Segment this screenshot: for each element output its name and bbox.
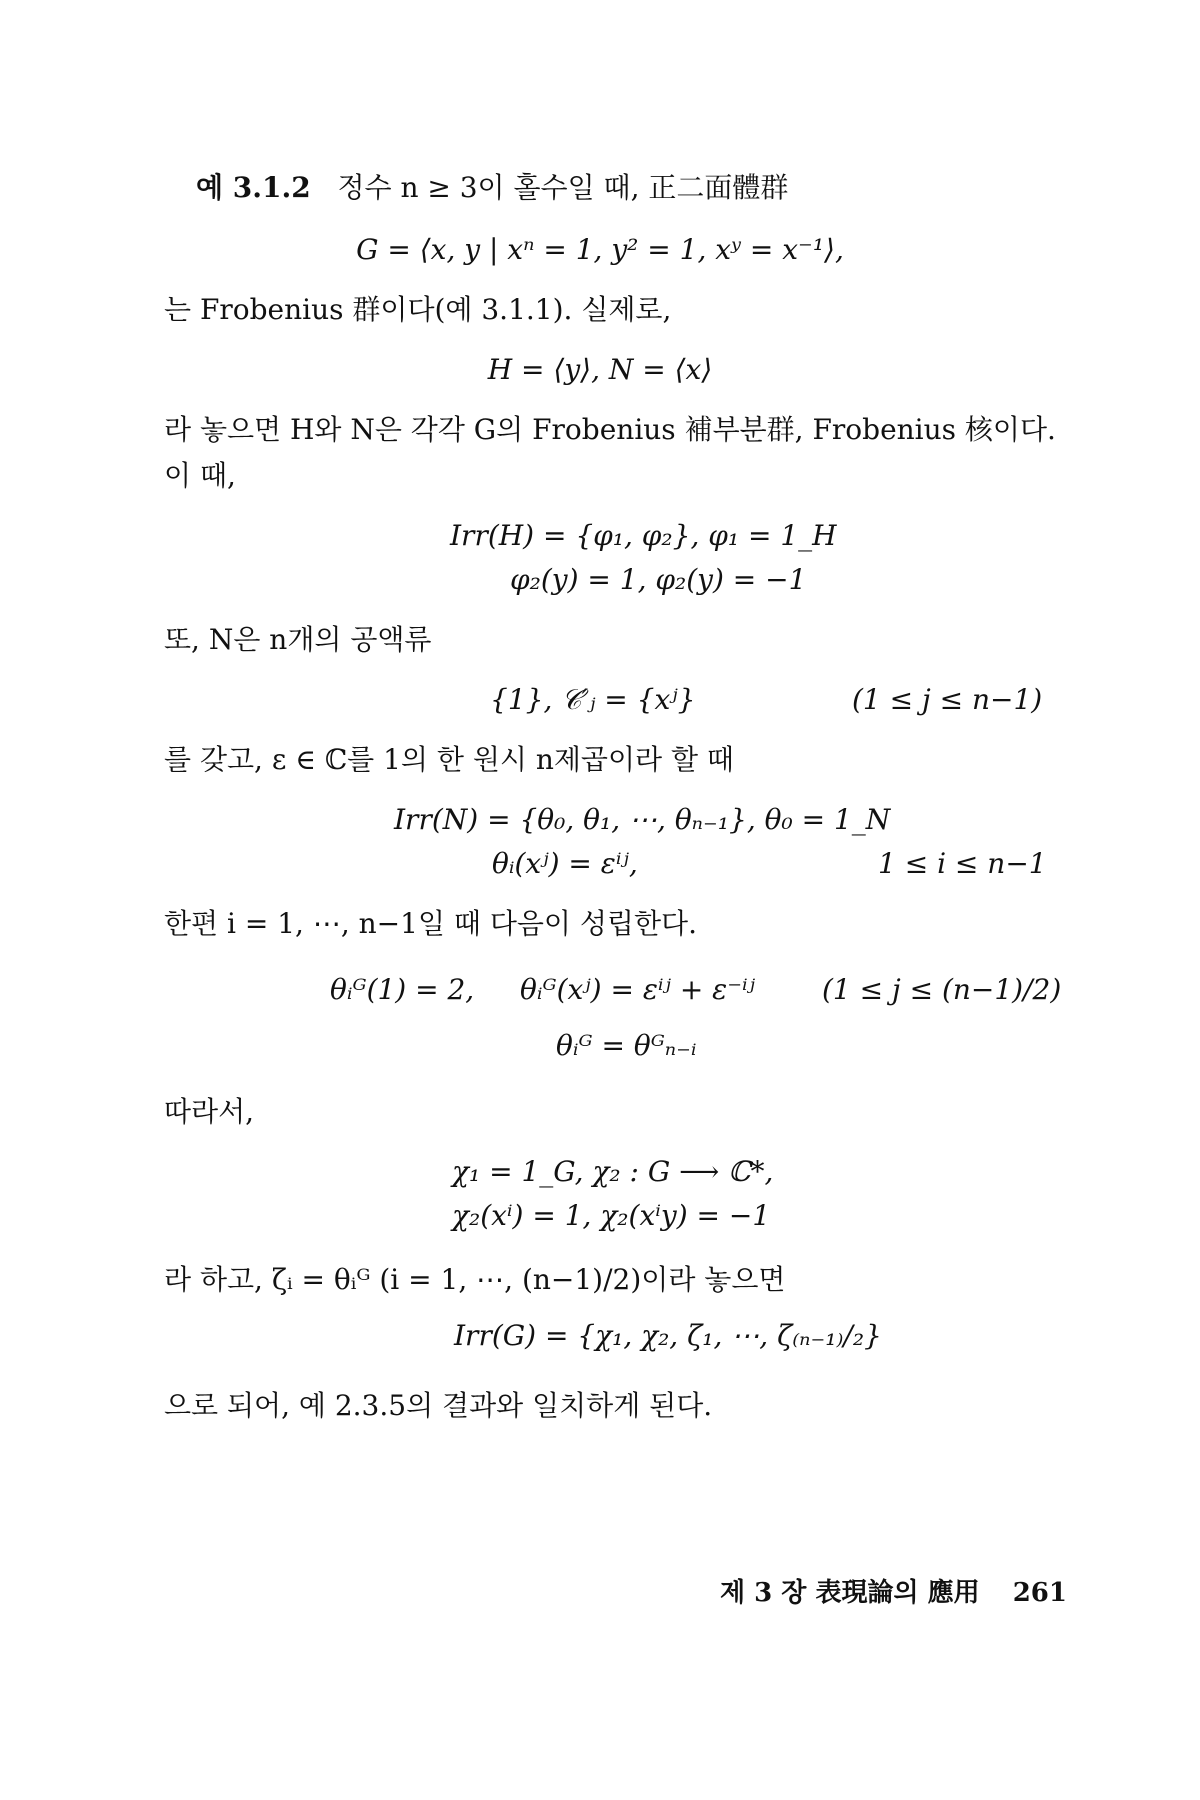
irr-n-equation-1: Irr(N) = {θ₀, θ₁, ⋯, θₙ₋₁}, θ₀ = 1_N [394, 803, 891, 836]
conjugacy-classes: {1}, 𝒞′ⱼ = {xʲ} [490, 683, 696, 716]
chapter-title: 제 3 장 表現論의 應用 [720, 1578, 980, 1608]
chi-definition-1: χ₁ = 1_G, χ₂ : G ⟶ ℂ*, [452, 1155, 774, 1188]
text-line-2: 는 Frobenius 群이다(예 3.1.1). 실제로, [164, 293, 672, 326]
text-line-4: 이 때, [164, 459, 236, 492]
induced-character-1b: θᵢᴳ(xʲ) = εⁱʲ + ε⁻ⁱʲ [520, 973, 756, 1006]
example-heading [196, 170, 788, 206]
induced-character-2: θᵢᴳ = θᴳₙ₋ᵢ [556, 1029, 697, 1062]
irr-h-equation-1: Irr(H) = {φ₁, φ₂}, φ₁ = 1_H [450, 519, 837, 552]
text-line-9: 라 하고, ζᵢ = θᵢᴳ (i = 1, ⋯, (n−1)/2)이라 놓으면 [164, 1263, 786, 1296]
group-definition: G = ⟨x, y | xⁿ = 1, y² = 1, xʸ = x⁻¹⟩, [356, 233, 844, 266]
text-line-7: 한편 i = 1, ⋯, n−1일 때 다음이 성립한다. [164, 907, 697, 940]
text-line-6: 를 갖고, ε ∈ ℂ를 1의 한 원시 n제곱이라 할 때 [164, 743, 734, 776]
subgroups-equation: H = ⟨y⟩, N = ⟨x⟩ [487, 353, 713, 386]
chi-definition-2: χ₂(xⁱ) = 1, χ₂(xⁱy) = −1 [452, 1199, 771, 1232]
text-line-5: 또, N은 n개의 공액류 [164, 623, 432, 656]
example-label: 예 3.1.2 [196, 171, 311, 204]
page-number: 261 [1012, 1578, 1067, 1608]
text-line-8: 따라서, [164, 1095, 255, 1128]
page-footer [720, 1572, 1067, 1609]
conjugacy-classes-range: (1 ≤ j ≤ n−1) [852, 683, 1043, 716]
induced-character-range: (1 ≤ j ≤ (n−1)/2) [822, 973, 1062, 1006]
irr-n-range: 1 ≤ i ≤ n−1 [878, 847, 1047, 880]
irr-n-equation-2: θᵢ(xʲ) = εⁱʲ, [492, 847, 638, 880]
text-line-3: 라 놓으면 H와 N은 각각 G의 Frobenius 補부분群, Frobenius 核이다. [164, 413, 1056, 446]
text-line-10: 으로 되어, 예 2.3.5의 결과와 일치하게 된다. [164, 1389, 713, 1422]
irr-h-equation-2: φ₂(y) = 1, φ₂(y) = −1 [510, 563, 807, 596]
irr-g-equation: Irr(G) = {χ₁, χ₂, ζ₁, ⋯, ζ₍ₙ₋₁₎/₂} [454, 1319, 882, 1352]
example-intro: 정수 n ≥ 3이 홀수일 때, 正二面體群 [337, 171, 789, 204]
induced-character-1a: θᵢᴳ(1) = 2, [330, 973, 475, 1006]
